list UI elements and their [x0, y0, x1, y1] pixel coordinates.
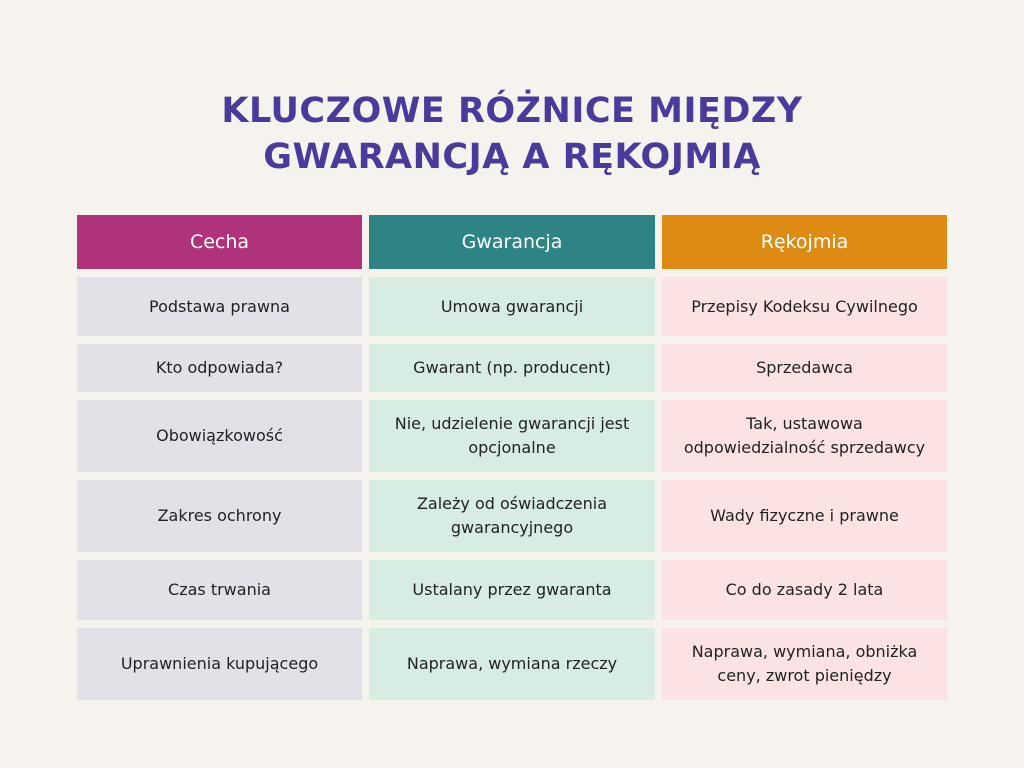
page-title — [0, 88, 1024, 180]
title-line-1: KLUCZOWE RÓŻNICE MIĘDZY — [221, 91, 803, 131]
cell-rekojmia: Sprzedawca — [662, 344, 947, 392]
cell-cecha: Uprawnienia kupującego — [77, 628, 362, 700]
cell-rekojmia: Przepisy Kodeksu Cywilnego — [662, 277, 947, 336]
cell-rekojmia: Tak, ustawowa odpowiedzialność sprzedawcy — [662, 400, 947, 472]
cell-rekojmia: Naprawa, wymiana, obniżka ceny, zwrot pieniędzy — [662, 628, 947, 700]
cell-cecha: Kto odpowiada? — [77, 344, 362, 392]
cell-gwarancja: Umowa gwarancji — [369, 277, 655, 336]
header-gwarancja: Gwarancja — [369, 215, 655, 269]
cell-cecha: Zakres ochrony — [77, 480, 362, 552]
cell-gwarancja: Zależy od oświadczenia gwarancyjnego — [369, 480, 655, 552]
header-rekojmia: Rękojmia — [662, 215, 947, 269]
cell-cecha: Obowiązkowość — [77, 400, 362, 472]
cell-cecha: Czas trwania — [77, 560, 362, 620]
cell-rekojmia: Wady fizyczne i prawne — [662, 480, 947, 552]
comparison-table — [77, 215, 947, 700]
cell-cecha: Podstawa prawna — [77, 277, 362, 336]
cell-rekojmia: Co do zasady 2 lata — [662, 560, 947, 620]
title-line-2: GWARANCJĄ A RĘKOJMIĄ — [263, 137, 761, 177]
cell-gwarancja: Gwarant (np. producent) — [369, 344, 655, 392]
cell-gwarancja: Ustalany przez gwaranta — [369, 560, 655, 620]
cell-gwarancja: Naprawa, wymiana rzeczy — [369, 628, 655, 700]
cell-gwarancja: Nie, udzielenie gwarancji jest opcjonalne — [369, 400, 655, 472]
header-cecha: Cecha — [77, 215, 362, 269]
